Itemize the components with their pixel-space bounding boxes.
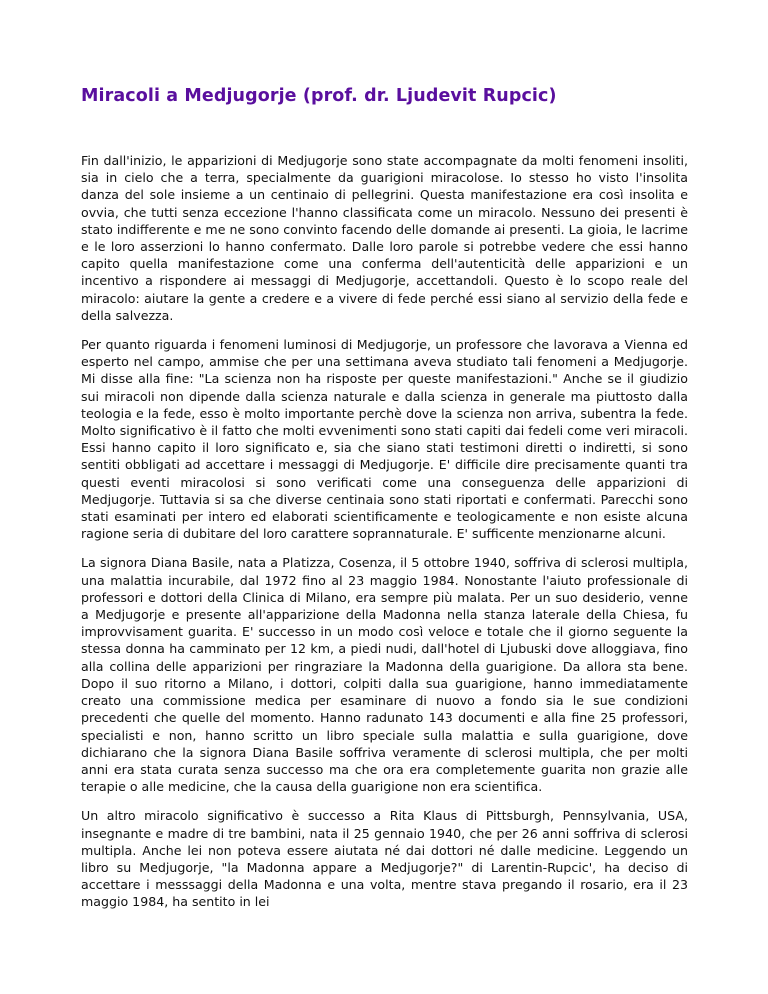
paragraph-sun-miracle: Fin dall'inizio, le apparizioni di Medjugorje sono state accompagnate da molti fenomeni insoliti, sia in cielo che a terra, specialmente da guarigioni miracolose. Io stesso ho visto l'insolita danza del sole insieme a un centinaio di pellegrini. Questa manifestazione era così insolita e ovvia, che tutti senza eccezione l'hanno classificata come un miracolo. Nessuno dei presenti è stato indifferente e me ne sono convinto facendo delle domande ai presenti. La gioia, le lacrime e le loro asserzioni lo hanno confermato. Dalle loro parole si potrebbe vedere che essi hanno capito quella manifestazione come una conferma dell'autenticità delle apparizioni e un incentivo a rispondere ai messaggi di Medjugorje, accettandoli. Questo è lo scopo reale del miracolo: aiutare la gente a credere e a vivere di fede perché essi siano al servizio della fede e della salvezza. xyxy=(81,153,688,323)
paragraph-diana-basile: La signora Diana Basile, nata a Platizza, Cosenza, il 5 ottobre 1940, soffriva di sclerosi multipla, una malattia incurabile, dal 1972 fino al 23 maggio 1984. Nonostante l'aiuto professionale di professori e dottori della Clinica di Milano, era sempre più malata. Per un suo desiderio, venne a Medjugorje e presente all'apparizione della Madonna nella stanza laterale della Chiesa, fu improvvisament guarita. E' successo in un modo così veloce e totale che il giorno seguente la stessa donna ha camminato per 12 km, a piedi nudi, dall'hotel di Ljubuski dove alloggiava, fino alla collina delle apparizioni per ringraziare la Madonna della guarigione. Da allora sta bene. Dopo il suo ritorno a Milano, i dottori, colpiti dalla sua guarigione, hanno immediatamente creato una commissione medica per esaminare di nuovo a fondo sia le sue condizioni precedenti che quelle del momento. Hanno radunato 143 documenti e alla fine 25 professori, specialisti e non, hanno scritto un libro speciale sulla malattia e sulla guarigione, dove dichiarano che la signora Diana Basile soffriva veramente di sclerosi multipla, che per molti anni era stata curata senza successo ma che ora era completemente guarita non grazie alle terapie o alle medicine, che la causa della guarigione non era scientifica. xyxy=(81,555,688,795)
document-body xyxy=(81,152,688,911)
paragraph-rita-klaus: Un altro miracolo significativo è successo a Rita Klaus di Pittsburgh, Pennsylvania, USA, insegnante e madre di tre bambini, nata il 25 gennaio 1940, che per 26 anni soffriva di sclerosi multipla. Anche lei non poteva essere aiutata né dai dottori né dalle medicine. Leggendo un libro su Medjugorje, "la Madonna appare a Medjugorje?" di Larentin-Rupcic', ha deciso di accettare i messsaggi della Madonna e una volta, mentre stava pregando il rosario, era il 23 maggio 1984, ha sentito in lei xyxy=(81,808,688,910)
document-page xyxy=(81,82,688,923)
paragraph-light-phenomena: Per quanto riguarda i fenomeni luminosi di Medjugorje, un professore che lavorava a Vienna ed esperto nel campo, ammise che per una settimana aveva studiato tali fenomeni a Medjugorje. Mi disse alla fine: "La scienza non ha risposte per queste manifestazioni." Anche se il giudizio sui miracoli non dipende dalla scienza naturale e dalla scienza in generale ma piuttosto dalla teologia e la fede, esso è molto importante perchè dove la scienza non arriva, subentra la fede. Molto significativo è il fatto che molti evvenimenti sono stati capiti dai fedeli come veri miracoli. Essi hanno capito il loro significato e, sia che siano stati testimoni diretti o indiretti, si sono sentiti obbligati ad accettare i messaggi di Medjugorje. E' difficile dire precisamente quanti tra questi eventi miracolosi si sono verificati come una conseguenza delle apparizioni di Medjugorje. Tuttavia si sa che diverse centinaia sono stati riportati e confermati. Parecchi sono stati esaminati per intero ed elaborati scientificamente e teologicamente e non esiste alcuna ragione seria di dubitare del loro carattere soprannaturale. E' sufficente menzionarne alcuni. xyxy=(81,337,688,542)
document-title: Miracoli a Medjugorje (prof. dr. Ljudevit Rupcic) xyxy=(81,86,557,106)
